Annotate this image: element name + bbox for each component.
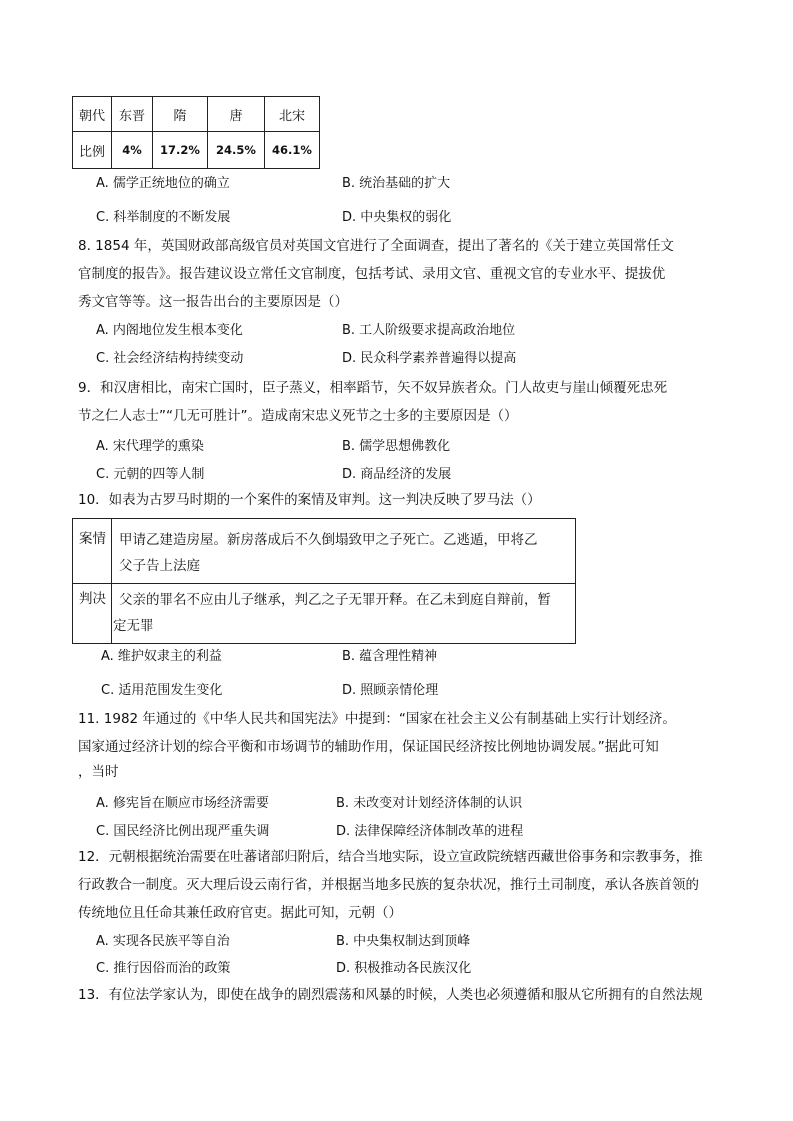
q9-line-1: 9．和汉唐相比，南宋亡国时，臣子蒸义，相率蹈节，矢不奴异族者众。门人故吏与崖山倾覆死忠死 (78, 380, 668, 396)
q8-option-c: C. 社会经济结构持续变动 (96, 351, 244, 366)
q10-option-c: C. 适用范围发生变化 (101, 683, 223, 698)
q10-line: 10．如表为古罗马时期的一个案件的案情及审判。这一判决反映了罗马法（） (78, 492, 541, 508)
q13-line: 13．有位法学家认为，即使在战争的剧烈震荡和风暴的时候，人类也必须遵循和服从它所拥有的自然法规 (78, 987, 703, 1003)
q11-option-d: D. 法律保障经济体制改革的进程 (336, 824, 524, 839)
q10-option-d: D. 照顾亲情伦理 (342, 683, 439, 698)
q11-line-1: 11. 1982 年通过的《中华人民共和国宪法》中提到：“国家在社会主义公有制基础上实行计划经济。 (78, 711, 676, 727)
q8-line-1: 8. 1854 年，英国财政部高级官员对英国文官进行了全面调查，提出了著名的《关于建立英国常任文 (78, 238, 674, 254)
q10-option-b: B. 蕴含理性精神 (342, 649, 438, 664)
q12-option-b: B. 中央集权制达到顶峰 (336, 934, 471, 949)
q7-option-a: A. 儒学正统地位的确立 (96, 176, 230, 191)
table-cell: 比例 (73, 132, 112, 169)
q12-option-a: A. 实现各民族平等自治 (96, 934, 230, 949)
table-header-cell: 北宋 (265, 97, 320, 132)
q9-line-2: 节之仁人志士”“几无可胜计”。造成南宋忠义死节之士多的主要原因是（） (78, 408, 518, 424)
q12-option-c: C. 推行因俗而治的政策 (96, 961, 231, 976)
q8-option-a: A. 内阁地位发生根本变化 (96, 323, 243, 338)
table-divider (73, 583, 575, 584)
table-row (73, 97, 320, 132)
q11-option-c: C. 国民经济比例出现严重失调 (96, 824, 270, 839)
q10-option-a: A. 维护奴隶主的利益 (101, 649, 222, 664)
q12-line-1: 12．元朝根据统治需要在吐蕃诸部归附后，结合当地实际，设立宣政院统辖西藏世俗事务和宗教事务，推 (78, 849, 703, 865)
q9-option-c: C. 元朝的四等人制 (96, 467, 205, 482)
q12-option-d: D. 积极推动各民族汉化 (336, 961, 472, 976)
table-row (73, 132, 320, 169)
q7-option-b: B. 统治基础的扩大 (342, 176, 451, 191)
table-cell: 17.2% (153, 132, 208, 169)
q9-option-d: D. 商品经济的发展 (342, 467, 452, 482)
table-header-cell: 隋 (153, 97, 208, 132)
table-cell: 24.5% (208, 132, 265, 169)
q12-line-3: 传统地位且任命其兼任政府官吏。据此可知，元朝（） (78, 905, 402, 921)
q12-line-2: 行政教合一制度。灭大理后设云南行省，并根据当地多民族的复杂状况，推行土司制度，承认各族首领的 (78, 877, 699, 893)
q11-option-b: B. 未改变对计划经济体制的认识 (336, 796, 523, 811)
q8-line-2: 官制度的报告》。报告建议设立常任文官制度，包括考试、录用文官、重视文官的专业水平、提拔优 (78, 266, 666, 282)
dynasty-ratio-table (72, 96, 320, 169)
verdict-label: 判决 (79, 591, 106, 607)
table-header-cell: 朝代 (73, 97, 112, 132)
q7-option-d: D. 中央集权的弱化 (342, 210, 452, 225)
verdict-text-line-2: 定无罪 (113, 618, 154, 634)
q11-option-a: A. 修宪旨在顺应市场经济需要 (96, 796, 269, 811)
table-cell: 46.1% (265, 132, 320, 169)
q8-option-d: D. 民众科学素养普遍得以提高 (342, 351, 517, 366)
case-label: 案情 (79, 531, 106, 547)
table-header-cell: 东晋 (112, 97, 153, 132)
q9-option-b: B. 儒学思想佛教化 (342, 439, 451, 454)
q7-option-c: C. 科举制度的不断发展 (96, 210, 231, 225)
q9-option-a: A. 宋代理学的熏染 (96, 439, 204, 454)
table-header-cell: 唐 (208, 97, 265, 132)
roman-case-table (72, 518, 576, 644)
table-cell: 4% (112, 132, 153, 169)
q8-option-b: B. 工人阶级要求提高政治地位 (342, 323, 516, 338)
table-divider (111, 519, 112, 643)
case-text-line-1: 甲请乙建造房屋。新房落成后不久倒塌致甲之子死亡。乙逃遁，甲将乙 (119, 532, 538, 548)
q11-line-3: ，当时 (78, 764, 119, 780)
verdict-text-line-1: 父亲的罪名不应由儿子继承，判乙之子无罪开释。在乙未到庭自辩前，暂 (119, 592, 551, 608)
q11-line-2: 国家通过经济计划的综合平衡和市场调节的辅助作用，保证国民经济按比例地协调发展。”据此可知 (78, 739, 659, 755)
case-text-line-2: 父子告上法庭 (119, 558, 200, 574)
q8-line-3: 秀文官等等。这一报告出台的主要原因是（） (78, 294, 348, 310)
